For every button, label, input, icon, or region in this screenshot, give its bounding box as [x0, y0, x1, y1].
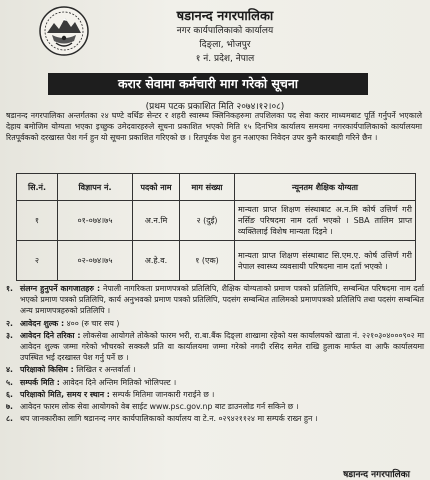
- note-item: [6, 318, 424, 329]
- note-item: [6, 283, 424, 317]
- note-label: आवेदन दिने तरिका :: [20, 330, 81, 340]
- table-row: [17, 241, 416, 281]
- vacancy-table: [16, 173, 416, 281]
- intro-paragraph: षडानन्द नगरपालिका अन्तर्गतका २४ घण्टे वर्थिङ सेन्टर र शहरी स्वास्थ्य क्लिनिकहरुमा तपशिलका पद सेवा करार माध्यमबाट पूर्ति गर्नुपर्ने भएकाले देहाय बमोजिम योग्यता भएका इच्छुक उमेदवारहरुले सूचना प्रकाशित भएको मिति १५ दिनभित्र कार्यालय समयमा नगरकार्यपालिकाको कार्यालयमा रितपूर्वकको दरखास्त पेश गर्न हुन यो सूचना प्रकाशित गरिएको छ । रितपूर्वक पेश हुन नआएका निवेदन उपर कुनै कारबाही गरिने छैन ।: [6, 111, 422, 142]
- note-item: [6, 377, 424, 388]
- note-item: [6, 364, 424, 375]
- note-text: थप जानकारीका लागि षडानन्द नगर कार्यपालिकाको कार्यालय वा टे.न. ०२९४२११२४ मा सम्पर्क राख्न हुन ।: [20, 414, 318, 424]
- note-label: आवेदन शुल्क :: [20, 318, 65, 328]
- note-text: लोकसेवा आयोगले तोकेको फारम भरी, रा.बा.बैंक दिङ्ला शाखामा रहेको यस कार्यालयको खाता नं. २२१०३०४०००९०२ मा आवेदन शुल्क जम्मा गरेको भौचरको सक्कलै प्रति वा कार्यालयमा जम्मा गरेको नगदी रसिद समेत राखि हुलाक मार्फत वा आफै कार्यालयमा उपस्थित भई दरखास्त पेश गर्नु पर्ने छ ।: [20, 330, 424, 363]
- table-row: [17, 201, 416, 241]
- note-item: [6, 413, 424, 424]
- col-sn-header: सि.नं.: [17, 174, 58, 201]
- note-number: ६.: [6, 389, 14, 399]
- row-qualification: मान्यता प्राप्त शिक्षण संस्थाबाट अ.न.मि कोर्ष उत्तिर्ण गरी नर्सिङ परिषदमा नाम दर्ता भएको । SBA तालिम प्राप्त व्यक्तिलाई विशेष मान्यता दिइने ।: [235, 201, 416, 241]
- note-number: ३.: [6, 330, 14, 340]
- row-count: १ (एक): [180, 241, 235, 281]
- note-item: [6, 401, 424, 412]
- row-count: २ (दुई): [180, 201, 235, 241]
- col-qualification-header: न्यूनतम शैक्षिक योग्यता: [235, 174, 416, 201]
- note-number: ८.: [6, 414, 14, 424]
- footer-signature: षडानन्द नगरपालिका: [343, 470, 410, 480]
- table-header-row: [17, 174, 416, 201]
- note-text: नेपाली नागरिकता प्रमाणपत्रको प्रतिलिपि, शैक्षिक योग्यताको प्रमाण पत्रको प्रतिलिपि, सम्बन्धित परिषदमा नाम दर्ता भएको प्रमाण पत्रको प्रतिलिपि, कार्य अनुभवको प्रमाण पत्रको प्रतिलिपि, पदसंग सम्बन्धित तालिमको प्रमाणपत्रको प्रतिलिपि तथा पदसंग सम्बन्धित अन्य प्रमाणपत्रहरुको प्रतिलिपि ।: [20, 284, 425, 316]
- note-number: ४.: [6, 365, 14, 375]
- note-number: ७.: [6, 402, 14, 412]
- row-sn: १: [17, 201, 58, 241]
- province-name: १ नं. प्रदेश, नेपाल: [195, 54, 255, 64]
- row-adv-no: ०१-०७४।७५: [58, 201, 133, 241]
- row-adv-no: ०२-०७४।७५: [58, 241, 133, 281]
- row-qualification: मान्यता प्राप्त शिक्षण संस्थाबाट सि.एम.ए. कोर्ष उत्तिर्ण गरी नेपाल स्वास्थ्य व्यवसायी परिषदमा नाम दर्ता भएको ।: [235, 241, 416, 281]
- note-number: ५.: [6, 377, 14, 387]
- notes-list: [6, 283, 424, 425]
- municipality-name: षडानन्द नगरपालिका: [176, 9, 274, 24]
- notice-title-banner: करार सेवामा कर्मचारी माग गरेको सूचना: [48, 73, 368, 95]
- note-label: परिक्षाको किसिम :: [20, 365, 74, 375]
- col-count-header: माग संख्या: [180, 174, 235, 201]
- note-text: आवेदन फारम लोक सेवा आयोगको वेब साईट www.psc.gov.np बाट डाउनलोड गर्न सकिने छ ।: [20, 402, 299, 412]
- note-number: २.: [6, 318, 14, 328]
- col-adv-header: विज्ञापन नं.: [58, 174, 133, 201]
- row-sn: २: [17, 241, 58, 281]
- row-post: अ.हे.व.: [133, 241, 180, 281]
- publication-date: (प्रथम पटक प्रकाशित मिति २०७४।१२।०८): [145, 102, 285, 112]
- note-text: आवेदन दिने अन्तिम मितिको भोलिपल्ट ।: [62, 377, 177, 387]
- col-post-header: पदको नाम: [133, 174, 180, 201]
- office-location: दिङ्ला, भोजपुर: [199, 40, 251, 50]
- note-text: ४०० (रु चार सय ): [66, 318, 120, 328]
- note-label: संलग्न हुनुपर्ने कागजातहरु :: [20, 284, 101, 293]
- note-label: परिक्षाको मिति, समय र स्थान :: [20, 389, 110, 399]
- office-name: नगर कार्यपालिकाको कार्यालय: [176, 26, 274, 36]
- note-number: १.: [6, 284, 14, 293]
- note-label: सम्पर्क मिति :: [20, 377, 60, 387]
- note-text: लिखित र अन्तर्वार्ता ।: [76, 365, 136, 375]
- note-item: [6, 389, 424, 400]
- note-item: [6, 330, 424, 364]
- row-post: अ.न.मि: [133, 201, 180, 241]
- note-text: सम्पर्क मितिमा जानकारी गराईने छ ।: [112, 389, 215, 399]
